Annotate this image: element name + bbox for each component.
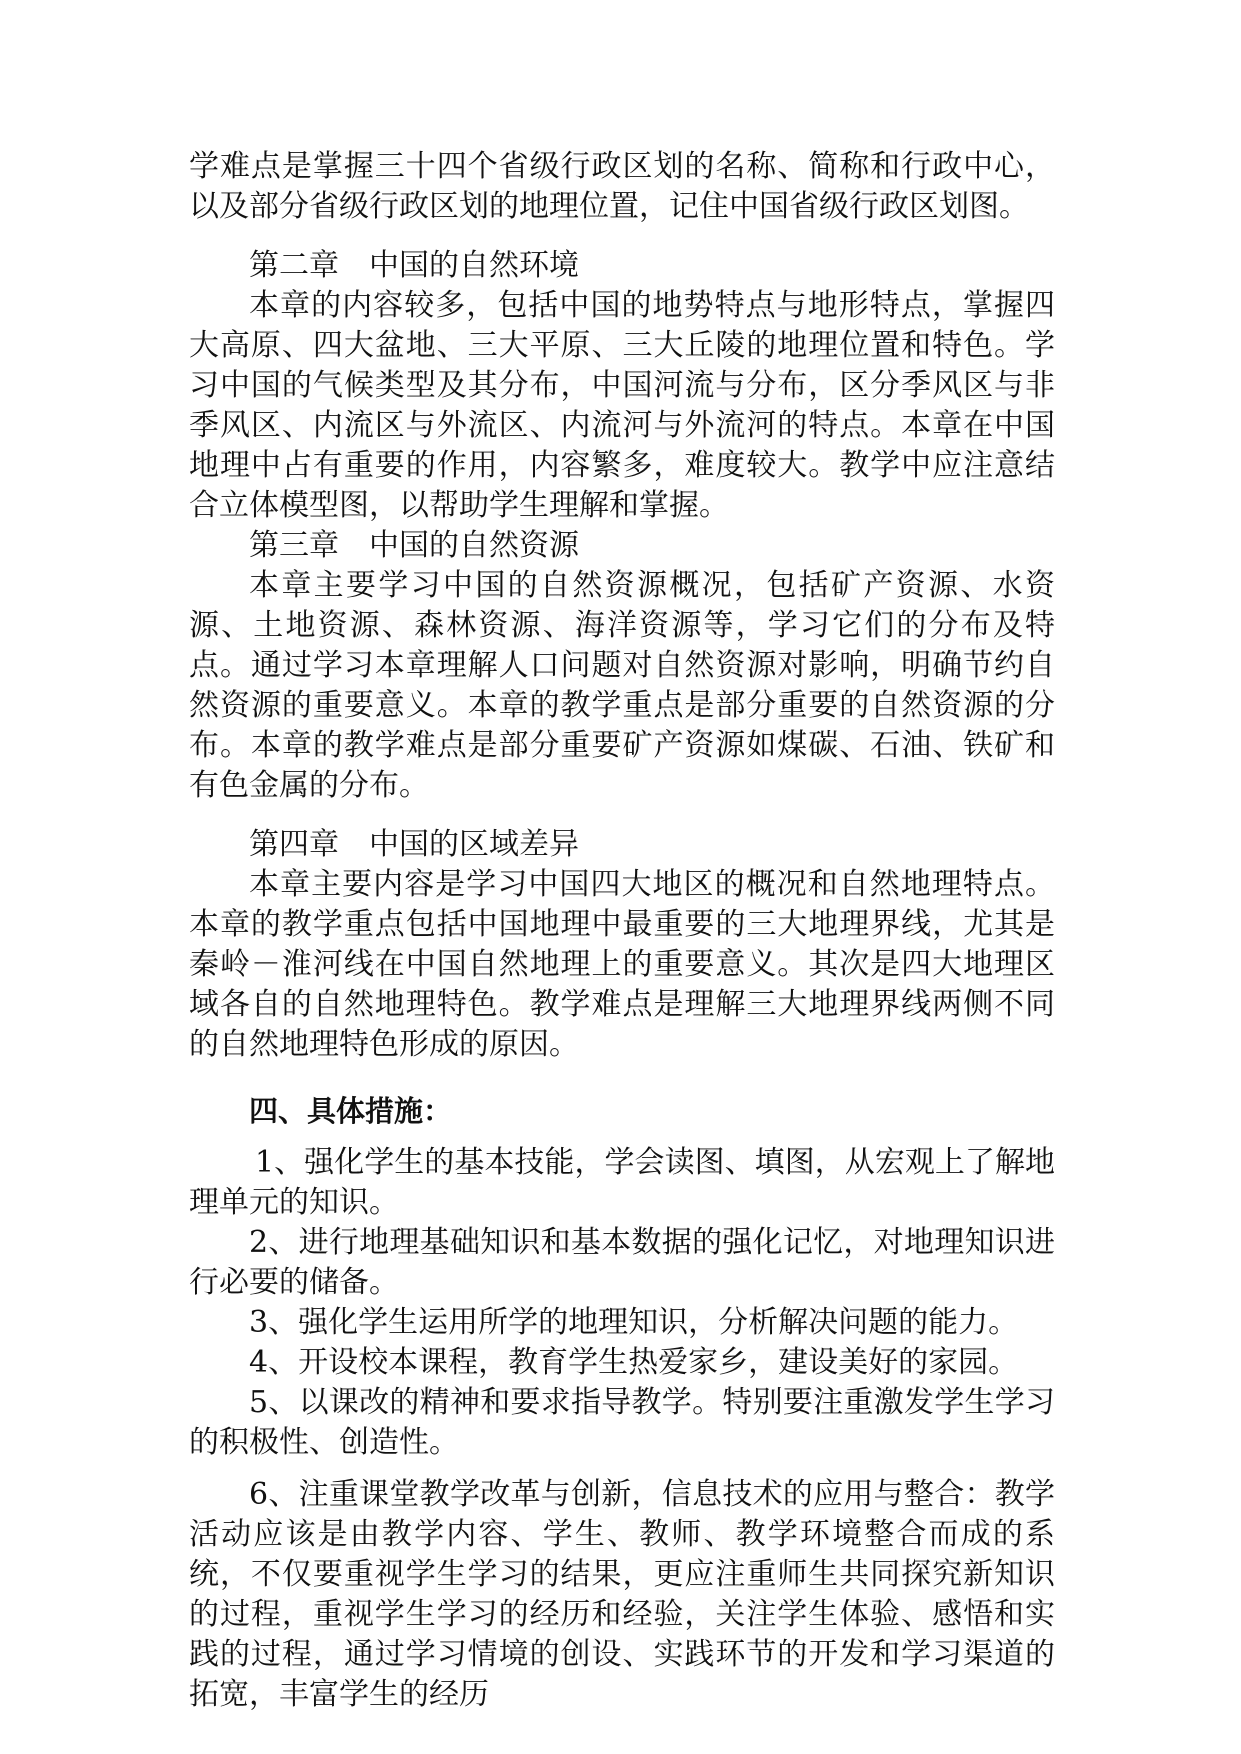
chapter-section xyxy=(189,246,1055,526)
chapter-title: 第二章 中国的自然环境 xyxy=(249,248,579,283)
section-heading: 四、具体措施： xyxy=(249,1094,453,1128)
list-item: 5、以课改的精神和要求指导教学。特别要注重激发学生学习的积极性、创造性。 xyxy=(189,1385,1055,1460)
list-item: 3、强化学生运用所学的地理知识，分析解决问题的能力。 xyxy=(249,1305,1019,1340)
chapter-section xyxy=(189,526,1055,806)
document-page xyxy=(189,147,1055,1715)
list-item: 1、强化学生的基本技能，学会读图、填图，从宏观上了解地理单元的知识。 xyxy=(189,1145,1055,1220)
list-item: 4、开设校本课程，教育学生热爱家乡，建设美好的家园。 xyxy=(249,1345,1019,1380)
intro-paragraph: 学难点是掌握三十四个省级行政区划的名称、简称和行政中心，以及部分省级行政区划的地理位置，记住中国省级行政区划图。 xyxy=(189,149,1055,224)
list-item: 6、注重课堂教学改革与创新，信息技术的应用与整合：教学活动应该是由教学内容、学生、教师、教学环境整合而成的系统，不仅要重视学生学习的结果，更应注重师生共同探究新知识的过程，重视学生学习的经历和经验，关注学生体验、感悟和实践的过程，通过学习情境的创设、实践环节的开发和学习渠道的拓宽，丰富学生的经历 xyxy=(189,1477,1055,1712)
chapter-title: 第三章 中国的自然资源 xyxy=(249,528,579,563)
measures-list xyxy=(189,1143,1055,1715)
chapter-body: 本章的内容较多，包括中国的地势特点与地形特点，掌握四大高原、四大盆地、三大平原、三大丘陵的地理位置和特色。学习中国的气候类型及其分布，中国河流与分布，区分季风区与非季风区、内流区与外流区、内流河与外流河的特点。本章在中国地理中占有重要的作用，内容繁多，难度较大。教学中应注意结合立体模型图，以帮助学生理解和掌握。 xyxy=(189,288,1055,523)
chapter-body: 本章主要内容是学习中国四大地区的概况和自然地理特点。本章的教学重点包括中国地理中最重要的三大地理界线，尤其是秦岭－淮河线在中国自然地理上的重要意义。其次是四大地理区域各自的自然地理特色。教学难点是理解三大地理界线两侧不同的自然地理特色形成的原因。 xyxy=(189,867,1055,1062)
chapter-section xyxy=(189,825,1055,1065)
chapter-title: 第四章 中国的区域差异 xyxy=(249,827,579,862)
chapter-body: 本章主要学习中国的自然资源概况，包括矿产资源、水资源、土地资源、森林资源、海洋资源等，学习它们的分布及特点。通过学习本章理解人口问题对自然资源对影响，明确节约自然资源的重要意义。本章的教学重点是部分重要的自然资源的分布。本章的教学难点是部分重要矿产资源如煤碳、石油、铁矿和有色金属的分布。 xyxy=(189,568,1055,803)
list-item: 2、进行地理基础知识和基本数据的强化记忆，对地理知识进行必要的储备。 xyxy=(189,1225,1055,1300)
